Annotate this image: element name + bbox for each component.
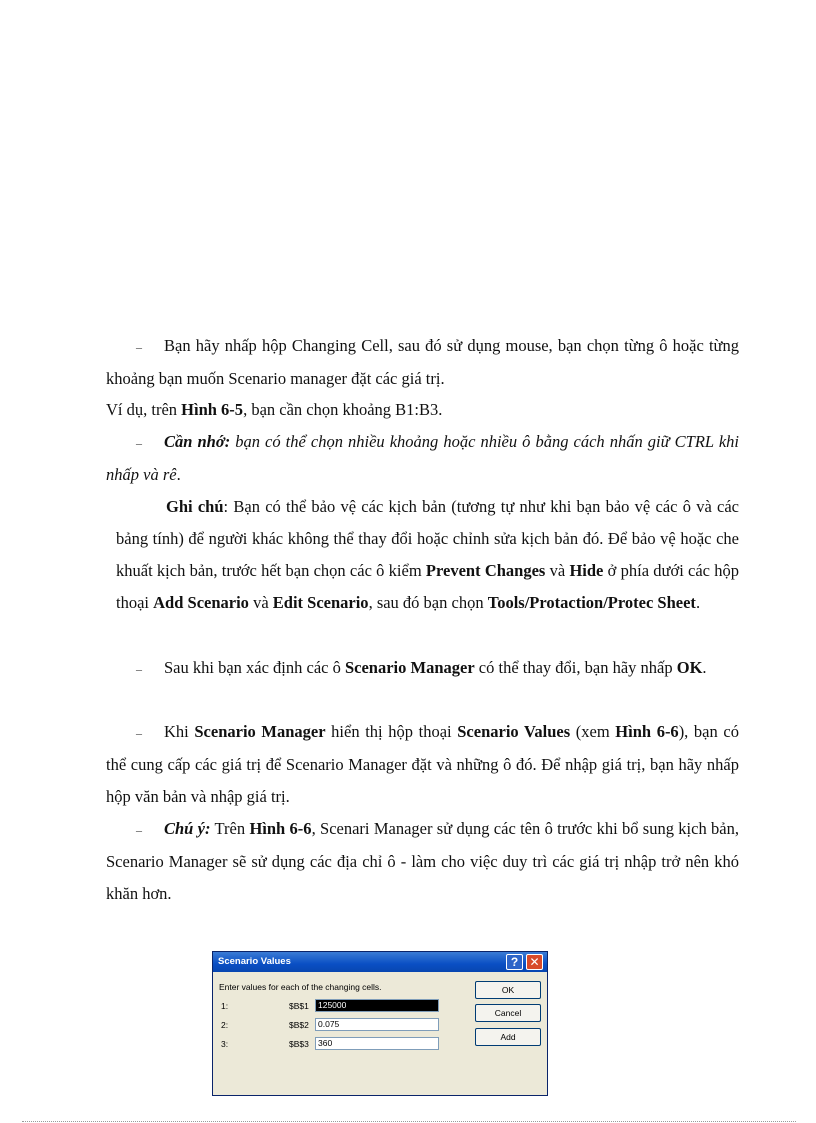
paragraph-changing-cell — [106, 330, 739, 395]
figure-ref: Hình 6-5 — [181, 400, 244, 419]
row-number: 3: — [221, 1039, 229, 1049]
add-button[interactable]: Add — [475, 1028, 541, 1046]
paragraph-scenario-values: – Khi Scenario Manager hiển thị hộp thoại Scenario Values (xem Hình 6-6), bạn có thể cung cấp các giá trị để Scenario Manager đặt và những ô đó. Để nhập giá trị, bạn hãy nhấp hộp văn bản và nhập giá trị. — [106, 716, 739, 813]
paragraph-remember: – Cần nhớ: bạn có thể chọn nhiều khoảng hoặc nhiều ô bằng cách nhấn giữ CTRL khi nhấp và rê. — [106, 426, 739, 491]
close-icon[interactable]: ✕ — [526, 954, 543, 970]
scenario-values-dialog — [212, 951, 548, 1096]
bullet-dash: – — [136, 823, 142, 838]
row-number: 1: — [221, 1001, 229, 1011]
note-label: Ghi chú — [166, 497, 224, 516]
help-icon[interactable]: ? — [506, 954, 523, 970]
paragraph-note: Ghi chú: Bạn có thể bảo vệ các kịch bản (tương tự như khi bạn bảo vệ các ô và các bảng tính) để người khác không thể thay đổi hoặc chỉnh sửa kịch bản đó. Để bảo vệ hoặc che khuất kịch bản, trước hết bạn chọn các ô kiểm Prevent Changes và Hide ở phía dưới các hộp thoại Add Scenario và Edit Scenario, sau đó bạn chọn Tools/Protaction/Protec Sheet. — [116, 497, 740, 612]
page-bottom-rule — [22, 1121, 796, 1122]
value-input-b1[interactable]: 125000 — [315, 999, 439, 1012]
paragraph-attention: – Chú ý: Trên Hình 6-6, Scenari Manager sử dụng các tên ô trước khi bổ sung kịch bản, Scenario Manager sẽ sử dụng các địa chỉ ô - làm cho việc duy trì các giá trị nhập trở nên khó khăn hơn. — [106, 813, 739, 910]
bullet-dash: – — [136, 662, 142, 677]
paragraph-example: Ví dụ, trên Hình 6-5, bạn cần chọn khoảng B1:B3. — [106, 400, 443, 419]
dialog-titlebar — [213, 952, 547, 972]
cell-reference: $B$3 — [289, 1039, 309, 1049]
cell-reference: $B$1 — [289, 1001, 309, 1011]
dialog-title: Scenario Values — [218, 956, 291, 967]
paragraph-after-define: – Sau khi bạn xác định các ô Scenario Manager có thể thay đổi, bạn hãy nhấp OK. — [106, 652, 739, 685]
bullet-dash: – — [136, 726, 142, 741]
cancel-button[interactable]: Cancel — [475, 1004, 541, 1022]
dialog-instruction: Enter values for each of the changing cells. — [219, 982, 382, 992]
paragraph-text: Bạn hãy nhấp hộp Changing Cell, sau đó sử dụng mouse, bạn chọn từng ô hoặc từng khoảng bạn muốn Scenario manager đặt các giá trị. — [106, 336, 739, 389]
bullet-dash: – — [136, 340, 142, 355]
row-number: 2: — [221, 1020, 229, 1030]
value-input-b2[interactable]: 0.075 — [315, 1018, 439, 1031]
attention-label: Chú ý: — [164, 819, 211, 838]
ok-button[interactable]: OK — [475, 981, 541, 999]
value-input-b3[interactable]: 360 — [315, 1037, 439, 1050]
remember-label: Cần nhớ: — [164, 432, 231, 451]
cell-reference: $B$2 — [289, 1020, 309, 1030]
bullet-dash: – — [136, 436, 142, 451]
